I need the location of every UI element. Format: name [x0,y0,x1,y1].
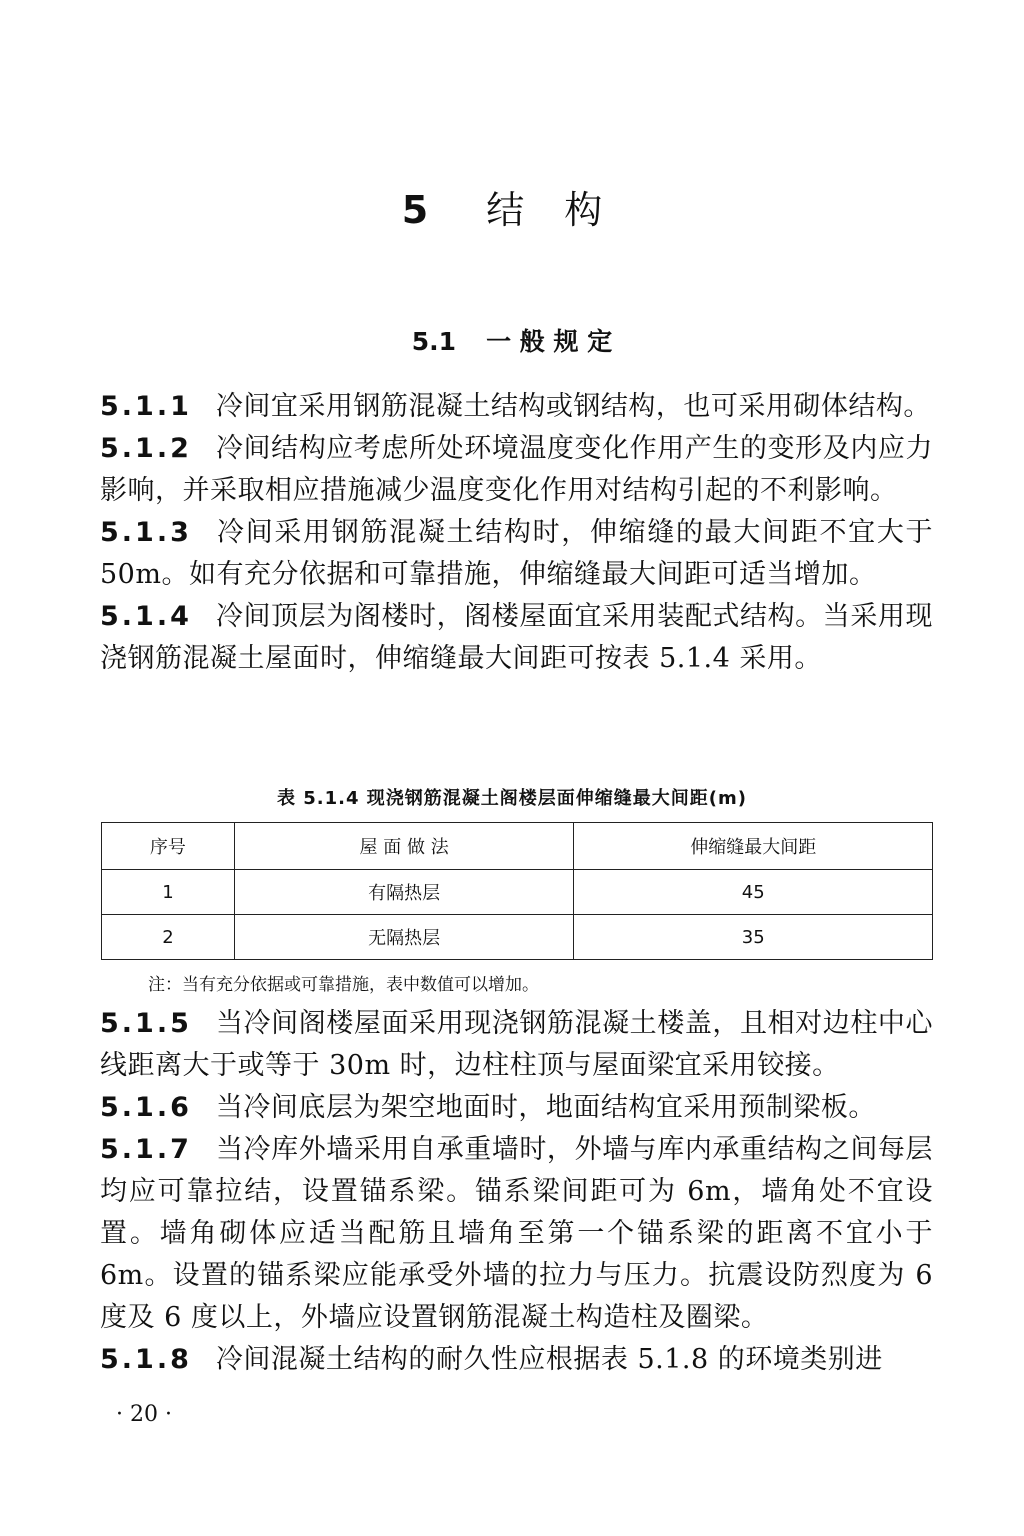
clause-text: 冷间顶层为阁楼时，阁楼屋面宜采用装配式结构。当采用现浇钢筋混凝土屋面时，伸缩缝最大间距可按表 5.1.4 采用。 [100,601,933,674]
chapter-title-char-2: 构 [564,188,603,232]
clause-text: 当冷库外墙采用自承重墙时，外墙与库内承重结构之间每层均应可靠拉结，设置锚系梁。锚系梁间距可为 6m，墙角处不宜设置。墙角砌体应适当配筋且墙角至第一个锚系梁的距离不宜小于 6m。设置的锚系梁应能承受外墙的拉力与压力。抗震设防烈度为 6 度及 6 度以上，外墙应设置钢筋混凝土构造柱及圈梁。 [100,1134,933,1333]
clause-number: 5.1.1 [100,391,192,422]
section-number: 5.1 [411,327,457,356]
clause-number: 5.1.3 [100,517,192,548]
clause-5-1-1 [100,386,933,428]
clause-5-1-5 [100,1003,933,1087]
clause-text: 冷间结构应考虑所处环境温度变化作用产生的变形及内应力影响，并采取相应措施减少温度变化作用对结构引起的不利影响。 [100,433,933,506]
clause-5-1-7 [100,1129,933,1339]
chapter-title [0,182,1024,238]
table-row [102,915,933,960]
cell-index: 1 [102,870,235,915]
chapter-title-char-1: 结 [486,188,525,232]
chapter-number: 5 [401,188,429,232]
clause-5-1-2 [100,428,933,512]
header-index: 序号 [102,823,235,870]
clause-5-1-8 [100,1339,933,1381]
cell-index: 2 [102,915,235,960]
clause-number: 5.1.8 [100,1344,192,1375]
cell-max-spacing: 45 [574,870,933,915]
header-max-spacing: 伸缩缝最大间距 [574,823,933,870]
clause-text: 当冷间底层为架空地面时，地面结构宜采用预制梁板。 [215,1092,876,1123]
cell-roof-method: 有隔热层 [234,870,574,915]
clauses-after-table [100,1003,933,1381]
table-caption: 表 5.1.4 现浇钢筋混凝土阁楼层面伸缩缝最大间距(m) [277,788,747,809]
clause-text: 当冷间阁楼屋面采用现浇钢筋混凝土楼盖，且相对边柱中心线距离大于或等于 30m 时，边柱柱顶与屋面梁宜采用铰接。 [100,1008,933,1081]
clause-5-1-4 [100,596,933,680]
clause-number: 5.1.7 [100,1134,192,1165]
clause-text: 冷间宜采用钢筋混凝土结构或钢结构，也可采用砌体结构。 [215,391,931,422]
page-number: · 20 · [116,1402,172,1427]
clause-number: 5.1.5 [100,1008,192,1039]
spacing-table [101,822,933,960]
cell-max-spacing: 35 [574,915,933,960]
table-row [102,870,933,915]
clause-5-1-6 [100,1087,933,1129]
clauses-before-table [100,386,933,680]
section-title [0,322,1024,362]
clause-text: 冷间混凝土结构的耐久性应根据表 5.1.8 的环境类别进 [215,1344,883,1375]
clause-number: 5.1.4 [100,601,192,632]
cell-roof-method: 无隔热层 [234,915,574,960]
section-heading: 一 般 规 定 [486,327,613,356]
table-note: 注：当有充分依据或可靠措施，表中数值可以增加。 [148,975,539,995]
clause-5-1-3 [100,512,933,596]
table-header-row [102,823,933,870]
clause-number: 5.1.6 [100,1092,192,1123]
header-roof-method: 屋 面 做 法 [234,823,574,870]
clause-number: 5.1.2 [100,433,192,464]
clause-text: 冷间采用钢筋混凝土结构时，伸缩缝的最大间距不宜大于 50m。如有充分依据和可靠措施，伸缩缝最大间距可适当增加。 [100,517,933,590]
